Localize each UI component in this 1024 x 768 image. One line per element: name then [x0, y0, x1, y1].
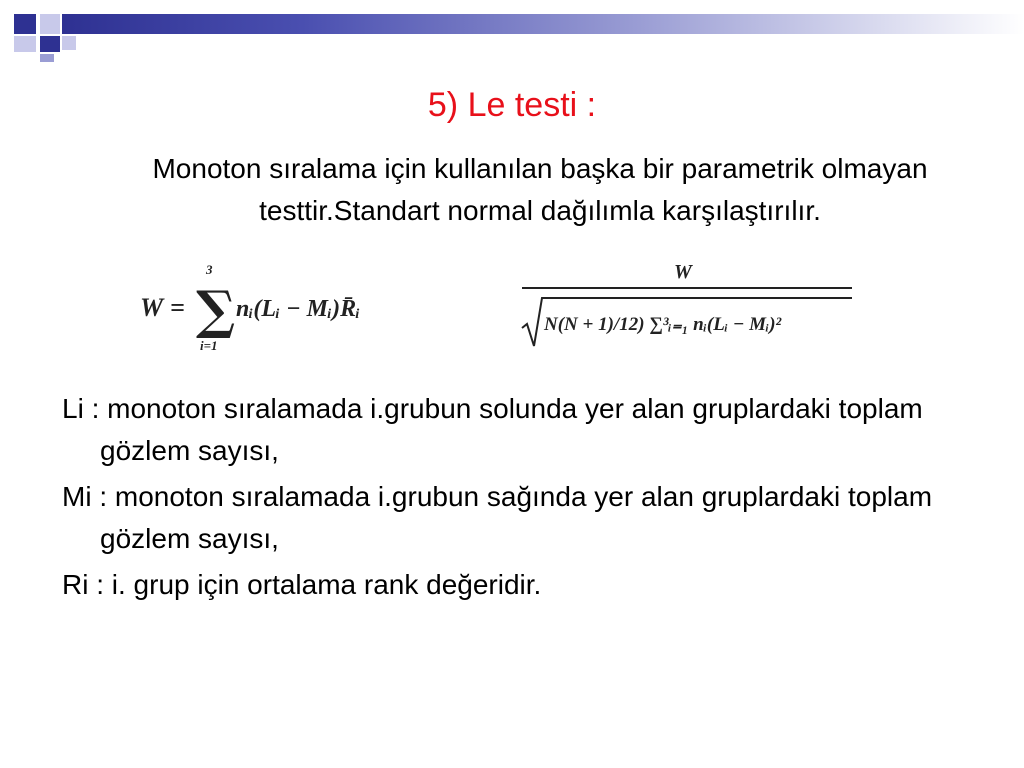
- w-upper-limit: 3: [206, 262, 213, 277]
- definition-ri: Ri : i. grup için ortalama rank değeridir.: [62, 569, 542, 600]
- deco-square: [62, 36, 76, 50]
- definition-mi: Mi : monoton sıralamada i.grubun sağında yer alan gruplardaki toplam gözlem sayısı,: [62, 481, 933, 554]
- z-numerator: W: [674, 261, 692, 283]
- deco-square: [40, 36, 60, 52]
- deco-square: [14, 14, 36, 34]
- z-formula: [518, 258, 858, 354]
- header-decoration: [0, 0, 1024, 70]
- deco-square: [40, 54, 54, 62]
- definition-li: Li : monoton sıralamada i.grubun solunda yer alan gruplardaki toplam gözlem sayısı,: [62, 393, 923, 466]
- slide-title: 5) Le testi :: [427, 86, 597, 124]
- w-formula: [140, 262, 420, 352]
- intro-text: Monoton sıralama için kullanılan başka bir parametrik olmayan testtir.Standart normal dağılımla karşılaştırılır.: [152, 153, 928, 226]
- deco-square: [40, 14, 60, 34]
- w-lower-limit: i=1: [200, 338, 218, 352]
- w-lhs: W: [140, 293, 164, 322]
- definitions-list: [62, 388, 962, 610]
- w-sum-symbol: ∑: [196, 280, 236, 341]
- deco-square: [14, 36, 36, 52]
- w-equals: =: [170, 293, 185, 322]
- header-gradient-bar: [62, 14, 1024, 34]
- z-denominator: N(N + 1)/12) ∑³ᵢ₌₁ nᵢ(Lᵢ − Mᵢ)²: [544, 314, 782, 335]
- w-sum-term: nᵢ(Lᵢ − Mᵢ)R̄ᵢ: [236, 296, 361, 322]
